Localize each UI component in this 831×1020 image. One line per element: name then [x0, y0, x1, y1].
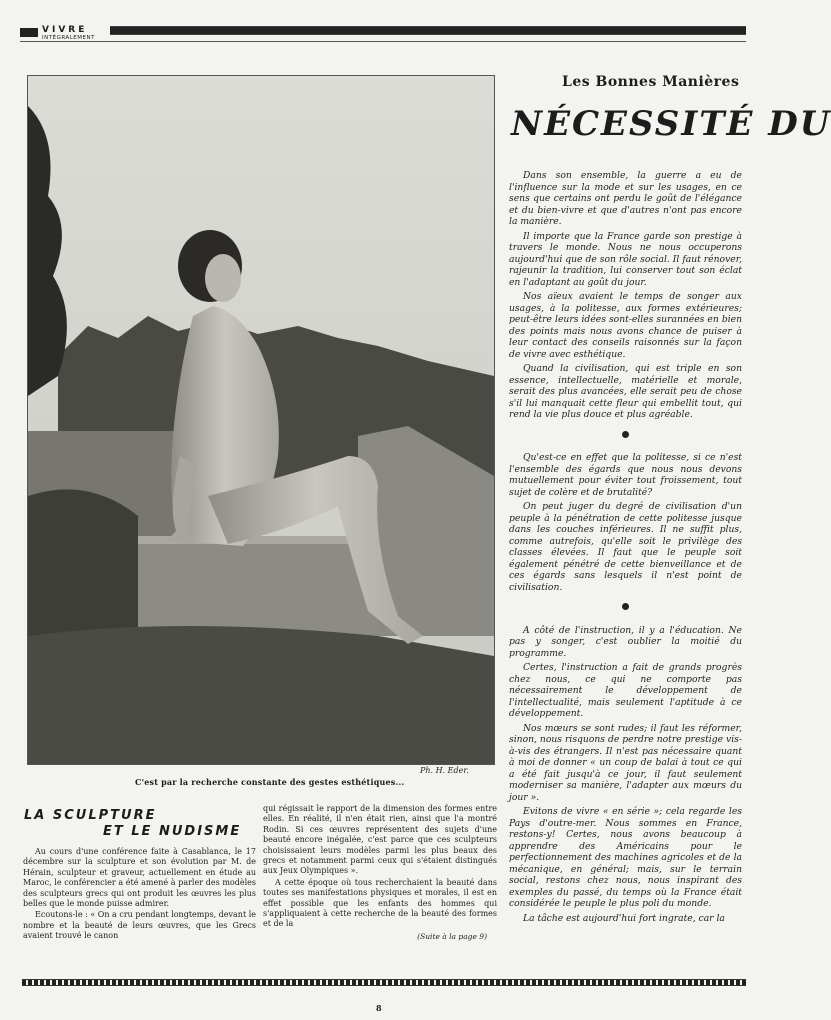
- masthead-mark: [20, 28, 38, 37]
- photo-illustration: [28, 76, 494, 764]
- article-title: NÉCESSITÉ DU: [511, 104, 831, 144]
- sculpture-column-1: [23, 847, 256, 943]
- manners-column: [509, 170, 742, 927]
- manners-paragraph: Nos aïeux avaient le temps de songer aux usages, à la politesse, aux formes extérieures; peut-être leurs idées sont-elles surannées en bien des points mais nous avons chance de puiser à leur contact des conseils raisonnés sur la façon de vivre avec esthétique.: [509, 291, 742, 360]
- page-number: 8: [376, 1003, 382, 1013]
- sculpture-paragraph: Ecoutons-le : « On a cru pendant longtemps, devant le nombre et la beauté de leurs œuvres, que les Grecs avaient trouvé le canon: [23, 910, 257, 941]
- manners-paragraph: Evitons de vivre « en série »; cela regarde les Pays d'outre-mer. Nous sommes en France, restons-y! Certes, nous avons beaucoup à apprendre des Américains pour le perfectionnement des machines agricoles et de la mécanique, en général; mais, sur le terrain social, restons chez nous, nous inspirant des exemples du passé, du temps où la France était considérée le peuple le plus poli du monde.: [509, 806, 742, 909]
- masthead-title: VIVRE: [42, 25, 88, 35]
- manners-paragraph: Il importe que la France garde son prestige à travers le monde. Nous ne nous occuperons aujourd'hui que de son rôle social. Il faut rénover, rajeunir la tradition, lui conserver tout son éclat en l'adaptant au goût du jour.: [509, 230, 742, 288]
- photo-credit: Ph. H. Eder.: [420, 766, 469, 775]
- sculpture-title-line1: LA SCULPTURE: [24, 808, 157, 823]
- manners-paragraph: On peut juger du degré de civilisation d'un peuple à la pénétration de cette politesse jusque dans les couches inférieures. Il ne suffit plus, comme autrefois, qu'elle soit le privilège des classes élevées. Il faut que le peuple soit également pénétré de cette bienveillance et de ces égards sans lesquels il n'est point de civilisation.: [509, 501, 742, 593]
- masthead-rule: [110, 26, 746, 35]
- manners-paragraph: Nos mœurs se sont rudes; il faut les réformer, sinon, nous risquons de perdre notre prestige vis-à-vis des étrangers. Il n'est pas nécessaire quant à moi de donner « un coup de balai à tout ce qui a été fait jusqu'à ce jour, il faut seulement moderniser sa manière, l'adapter aux mœurs du jour ».: [509, 722, 742, 803]
- photograph: [27, 75, 495, 765]
- manners-paragraph: Qu'est-ce en effet que la politesse, si ce n'est l'ensemble des égards que nous nous devons mutuellement pour éviter tout froissement, tout sujet de colère et de brutalité?: [509, 452, 742, 498]
- sculpture-paragraph: qui régissait le rapport de la dimension des formes entre elles. En réalité, il n'en était rien, ainsi que l'a montré Rodin. Si ces œuvres représentent des sujets d'une beauté encore inégalée, c'est parce que ces sculpteurs choisissaient leurs modèles parmi les plus beaux des grecs et notamment parmi ceux qui s'étaient distingués aux Jeux Olympiques ».: [263, 804, 497, 876]
- section-bullet: [509, 431, 742, 443]
- manners-paragraph: La tâche est aujourd'hui fort ingrate, car la: [523, 912, 725, 924]
- continued-note: (Suite à la page 9): [417, 931, 487, 941]
- manners-paragraph: A côté de l'instruction, il y a l'éducation. Ne pas y songer, c'est oublier la moitié du programme.: [509, 624, 742, 659]
- manners-paragraph: Quand la civilisation, qui est triple en son essence, intellectuelle, matérielle et morale, serait des plus avancées, elle serait peu de chose s'il lui manquait cette fleur qui embellit tout, qui rend la vie plus douce et plus agréable.: [509, 363, 742, 420]
- sculpture-title-line2: ET LE NUDISME: [103, 824, 242, 839]
- section-bullet: [509, 603, 742, 615]
- photo-caption: C'est par la recherche constante des gestes esthétiques...: [135, 777, 405, 787]
- masthead-thin-rule: [20, 41, 746, 42]
- sculpture-paragraph: A cette époque où tous recherchaient la beauté dans toutes ses manifestations physiques et morales, il est en effet possible que les enfants des hommes qui s'appliquaient à cette recherche de la beauté des formes et de la: [263, 877, 497, 929]
- sculpture-paragraph: Au cours d'une conférence faite à Casablanca, le 17 décembre sur la sculpture et son évolution par M. de Hérain, sculpteur et graveur, actuellement en étude au Maroc, le conférencier a été amené à parler des modèles des sculpteurs grecs qui ont produit les œuvres les plus belles que le monde puisse admirer.: [23, 847, 256, 909]
- section-title: Les Bonnes Manières: [562, 74, 740, 90]
- sculpture-column-2: [263, 804, 497, 942]
- manners-paragraph: Certes, l'instruction a fait de grands progrès chez nous, ce qui ne comporte pas nécessairement le développement de l'intellectualité, mais seulement l'aptitude à ce développement.: [509, 662, 742, 719]
- masthead-subtitle: INTÉGRALEMENT: [42, 35, 95, 41]
- footer-rule: [22, 979, 746, 986]
- manners-paragraph: Dans son ensemble, la guerre a eu de l'influence sur la mode et sur les usages, en ce sens que certains ont perdu le goût de l'élégance et du bien-vivre et que d'autres n'ont pas encore la manière.: [509, 170, 742, 227]
